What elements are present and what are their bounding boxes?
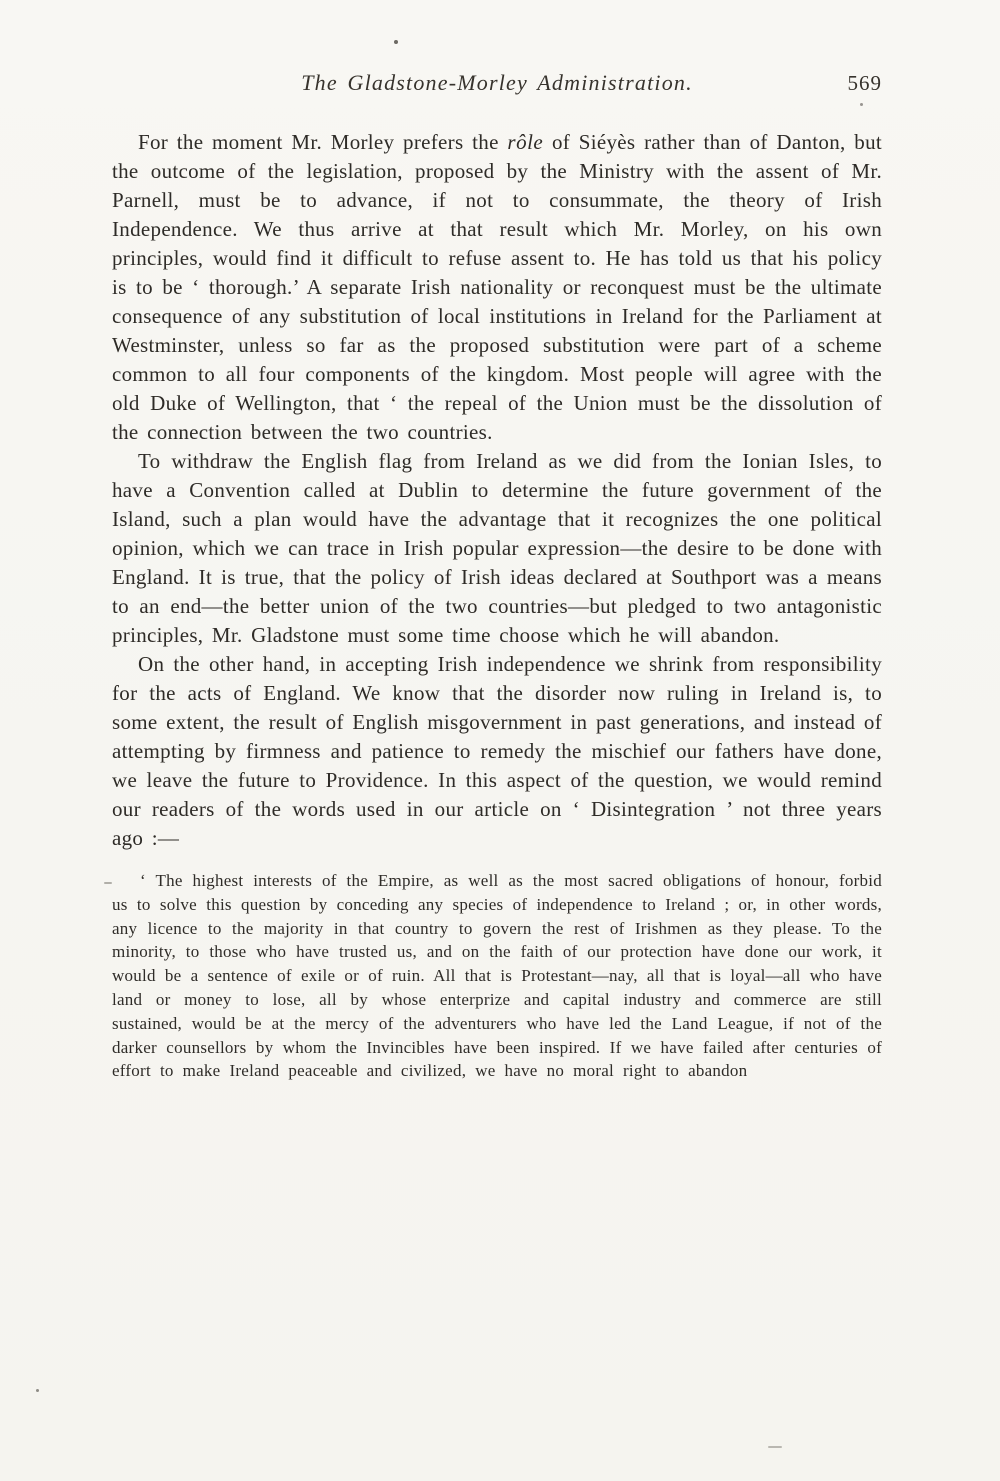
page-header: [112, 70, 882, 106]
scan-speck: [768, 1446, 782, 1448]
paragraph-2: To withdraw the English flag from Ireland as we did from the Ionian Isles, to have a Convention called at Dublin to determine the future government of the Island, such a plan would have the advantage that it recognizes the one political opinion, which we can trace in Irish popular expression—the desire to be done with England. It is true, that the policy of Irish ideas declared at Southport was a means to an end—the better union of the two countries—but pledged to two antagonistic principles, Mr. Gladstone must some time choose which he will abandon.: [112, 449, 882, 647]
block-quote: ‘ The highest interests of the Empire, as well as the most sacred obligations of honour, forbid us to solve this question by conceding any species of independence to Ireland ; or, in other words, any licence to the majority in that country to govern the rest of Irishmen as they please. To the minority, to those who have trusted us, and on the faith of our protection have done our work, it would be a sentence of exile or of ruin. All that is Protestant—nay, all that is loyal—all who have land or money to lose, all by whose enterprize and capital industry and commerce are still sustained, would be at the mercy of the adventurers who have led the Land League, if not of the darker counsellors by whom the Invincibles have been inspired. If we have failed after centuries of effort to make Ireland peaceable and civilized, we have no moral right to abandon: [112, 871, 882, 1081]
body-text: [112, 128, 882, 1083]
text-column: [112, 70, 882, 1083]
paragraph-3: On the other hand, in accepting Irish independence we shrink from responsibility for the acts of England. We know that the disorder now ruling in Ireland is, to some extent, the result of English misgovernment in past generations, and instead of attempting by firmness and patience to remedy the mischief our fathers have done, we leave the future to Providence. In this aspect of the question, we would remind our readers of the words used in our article on ‘ Disintegration ’ not three years ago :—: [112, 652, 882, 850]
running-title: The Gladstone-Morley Administration.: [301, 70, 693, 95]
paragraph-1: For the moment Mr. Morley prefers the rôle of Siéyès rather than of Danton, but the outcome of the legislation, proposed by the Ministry with the assent of Mr. Parnell, must be to advance, if not to consummate, the theory of Irish Independence. We thus arrive at that result which Mr. Morley, on his own principles, would find it difficult to refuse assent to. He has told us that his policy is to be ‘ thorough.’ A separate Irish nationality or reconquest must be the ultimate consequence of any substitution of local institutions in Ireland for the Parliament at Westminster, unless so far as the proposed substitution were part of a scheme common to all four components of the kingdom. Most people will agree with the old Duke of Wellington, that ‘ the repeal of the Union must be the dissolution of the connection between the two countries.: [112, 130, 882, 444]
scan-speck: [36, 1389, 39, 1392]
scan-speck: [394, 40, 398, 44]
page-number: 569: [847, 71, 882, 95]
scan-speck: [104, 882, 112, 884]
